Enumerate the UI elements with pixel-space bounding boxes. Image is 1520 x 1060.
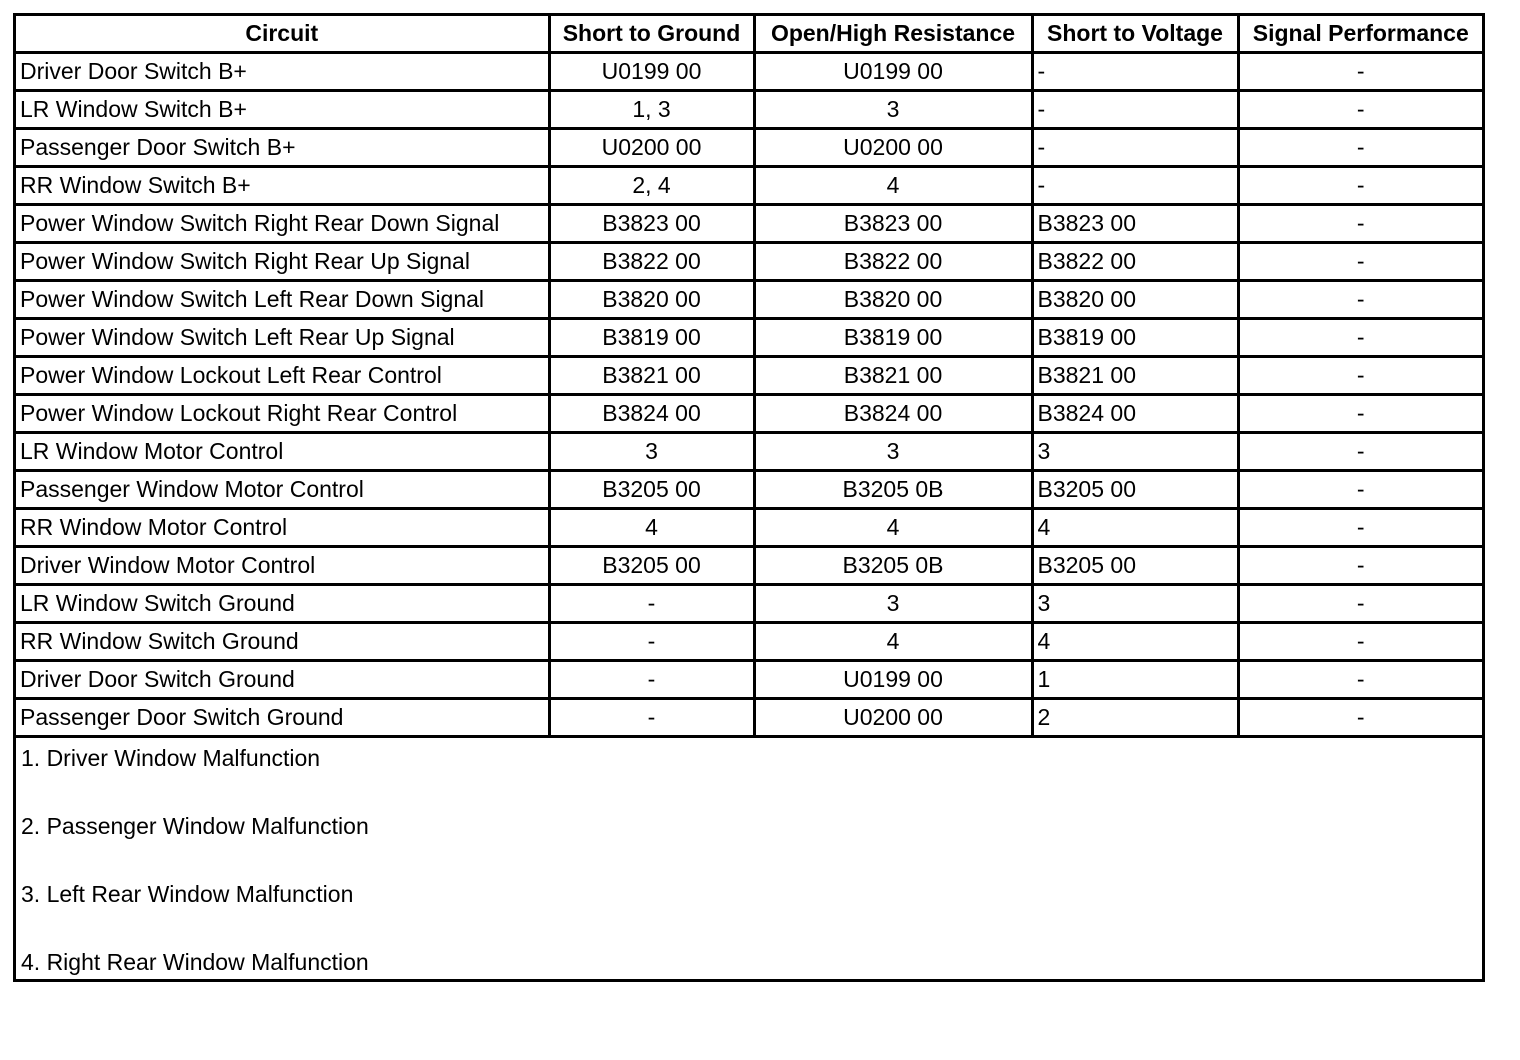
footnotes [16, 738, 1482, 979]
table-header-row [16, 16, 1482, 53]
table-row [16, 509, 1482, 547]
table-row [16, 623, 1482, 661]
cell-open-high-resistance: B3824 00 [754, 395, 1032, 433]
table-row [16, 547, 1482, 585]
cell-short-to-voltage: - [1032, 53, 1238, 91]
table-row [16, 243, 1482, 281]
table-row [16, 129, 1482, 167]
cell-open-high-resistance: 4 [754, 623, 1032, 661]
header-short-to-ground: Short to Ground [549, 16, 754, 53]
footnote-4: 4. Right Rear Window Malfunction [21, 949, 369, 975]
cell-short-to-ground: - [549, 585, 754, 623]
cell-short-to-voltage: - [1032, 129, 1238, 167]
cell-signal-performance: - [1238, 319, 1482, 357]
cell-circuit: LR Window Switch Ground [16, 585, 549, 623]
cell-signal-performance: - [1238, 243, 1482, 281]
cell-short-to-ground: 4 [549, 509, 754, 547]
table-row [16, 53, 1482, 91]
cell-signal-performance: - [1238, 547, 1482, 585]
cell-signal-performance: - [1238, 433, 1482, 471]
cell-signal-performance: - [1238, 205, 1482, 243]
cell-open-high-resistance: B3821 00 [754, 357, 1032, 395]
table-row [16, 661, 1482, 699]
cell-short-to-voltage: - [1032, 91, 1238, 129]
cell-circuit: Power Window Switch Left Rear Down Signal [16, 281, 549, 319]
cell-signal-performance: - [1238, 53, 1482, 91]
cell-circuit: Power Window Switch Right Rear Up Signal [16, 243, 549, 281]
cell-open-high-resistance: U0200 00 [754, 129, 1032, 167]
cell-short-to-ground: B3820 00 [549, 281, 754, 319]
table-row [16, 395, 1482, 433]
cell-open-high-resistance: B3820 00 [754, 281, 1032, 319]
cell-open-high-resistance: B3205 0B [754, 471, 1032, 509]
cell-short-to-voltage: B3205 00 [1032, 547, 1238, 585]
cell-short-to-voltage: B3205 00 [1032, 471, 1238, 509]
cell-circuit: Driver Window Motor Control [16, 547, 549, 585]
footnote-3: 3. Left Rear Window Malfunction [21, 881, 354, 907]
cell-short-to-ground: B3822 00 [549, 243, 754, 281]
cell-signal-performance: - [1238, 661, 1482, 699]
dtc-circuit-table-sheet [13, 13, 1485, 982]
header-signal-performance: Signal Performance [1238, 16, 1482, 53]
table-row [16, 433, 1482, 471]
cell-short-to-ground: 1, 3 [549, 91, 754, 129]
table-row [16, 91, 1482, 129]
cell-circuit: RR Window Switch B+ [16, 167, 549, 205]
cell-short-to-ground: - [549, 699, 754, 737]
cell-open-high-resistance: 4 [754, 509, 1032, 547]
cell-short-to-voltage: 4 [1032, 623, 1238, 661]
table-row [16, 281, 1482, 319]
cell-circuit: RR Window Motor Control [16, 509, 549, 547]
cell-signal-performance: - [1238, 509, 1482, 547]
cell-short-to-ground: B3821 00 [549, 357, 754, 395]
cell-open-high-resistance: B3822 00 [754, 243, 1032, 281]
cell-signal-performance: - [1238, 699, 1482, 737]
cell-open-high-resistance: 3 [754, 91, 1032, 129]
cell-short-to-voltage: 1 [1032, 661, 1238, 699]
header-open-high-resistance: Open/High Resistance [754, 16, 1032, 53]
cell-short-to-voltage: - [1032, 167, 1238, 205]
cell-open-high-resistance: B3819 00 [754, 319, 1032, 357]
cell-signal-performance: - [1238, 91, 1482, 129]
cell-open-high-resistance: 4 [754, 167, 1032, 205]
cell-open-high-resistance: B3205 0B [754, 547, 1032, 585]
cell-open-high-resistance: U0199 00 [754, 661, 1032, 699]
table-body [16, 53, 1482, 737]
cell-short-to-voltage: B3821 00 [1032, 357, 1238, 395]
cell-short-to-ground: 3 [549, 433, 754, 471]
cell-circuit: LR Window Motor Control [16, 433, 549, 471]
cell-short-to-ground: B3824 00 [549, 395, 754, 433]
footnote-1: 1. Driver Window Malfunction [21, 745, 321, 771]
cell-short-to-voltage: B3819 00 [1032, 319, 1238, 357]
cell-circuit: Power Window Switch Right Rear Down Signal [16, 205, 549, 243]
table-row [16, 585, 1482, 623]
cell-short-to-ground: 2, 4 [549, 167, 754, 205]
circuit-dtc-table [16, 16, 1482, 738]
cell-signal-performance: - [1238, 357, 1482, 395]
cell-short-to-voltage: B3824 00 [1032, 395, 1238, 433]
footnote-2: 2. Passenger Window Malfunction [21, 813, 369, 839]
cell-circuit: LR Window Switch B+ [16, 91, 549, 129]
cell-short-to-voltage: B3823 00 [1032, 205, 1238, 243]
cell-short-to-voltage: 4 [1032, 509, 1238, 547]
cell-open-high-resistance: U0199 00 [754, 53, 1032, 91]
table-row [16, 357, 1482, 395]
cell-short-to-voltage: 2 [1032, 699, 1238, 737]
cell-open-high-resistance: B3823 00 [754, 205, 1032, 243]
cell-short-to-voltage: B3820 00 [1032, 281, 1238, 319]
cell-open-high-resistance: U0200 00 [754, 699, 1032, 737]
cell-short-to-voltage: 3 [1032, 585, 1238, 623]
cell-short-to-ground: - [549, 661, 754, 699]
cell-short-to-voltage: B3822 00 [1032, 243, 1238, 281]
cell-circuit: Power Window Switch Left Rear Up Signal [16, 319, 549, 357]
cell-short-to-ground: - [549, 623, 754, 661]
cell-circuit: Driver Door Switch Ground [16, 661, 549, 699]
cell-open-high-resistance: 3 [754, 585, 1032, 623]
cell-short-to-ground: U0200 00 [549, 129, 754, 167]
cell-short-to-ground: B3819 00 [549, 319, 754, 357]
cell-short-to-ground: B3205 00 [549, 547, 754, 585]
cell-circuit: Power Window Lockout Left Rear Control [16, 357, 549, 395]
header-circuit: Circuit [16, 16, 549, 53]
cell-circuit: Passenger Window Motor Control [16, 471, 549, 509]
cell-signal-performance: - [1238, 167, 1482, 205]
cell-signal-performance: - [1238, 471, 1482, 509]
cell-signal-performance: - [1238, 623, 1482, 661]
cell-circuit: RR Window Switch Ground [16, 623, 549, 661]
cell-signal-performance: - [1238, 281, 1482, 319]
table-row [16, 205, 1482, 243]
table-row [16, 471, 1482, 509]
cell-circuit: Driver Door Switch B+ [16, 53, 549, 91]
table-row [16, 319, 1482, 357]
cell-short-to-voltage: 3 [1032, 433, 1238, 471]
table-row [16, 167, 1482, 205]
table-row [16, 699, 1482, 737]
cell-short-to-ground: B3205 00 [549, 471, 754, 509]
cell-circuit: Passenger Door Switch Ground [16, 699, 549, 737]
cell-circuit: Passenger Door Switch B+ [16, 129, 549, 167]
cell-short-to-ground: B3823 00 [549, 205, 754, 243]
cell-open-high-resistance: 3 [754, 433, 1032, 471]
cell-signal-performance: - [1238, 395, 1482, 433]
cell-circuit: Power Window Lockout Right Rear Control [16, 395, 549, 433]
cell-short-to-ground: U0199 00 [549, 53, 754, 91]
cell-signal-performance: - [1238, 129, 1482, 167]
cell-signal-performance: - [1238, 585, 1482, 623]
header-short-to-voltage: Short to Voltage [1032, 16, 1238, 53]
